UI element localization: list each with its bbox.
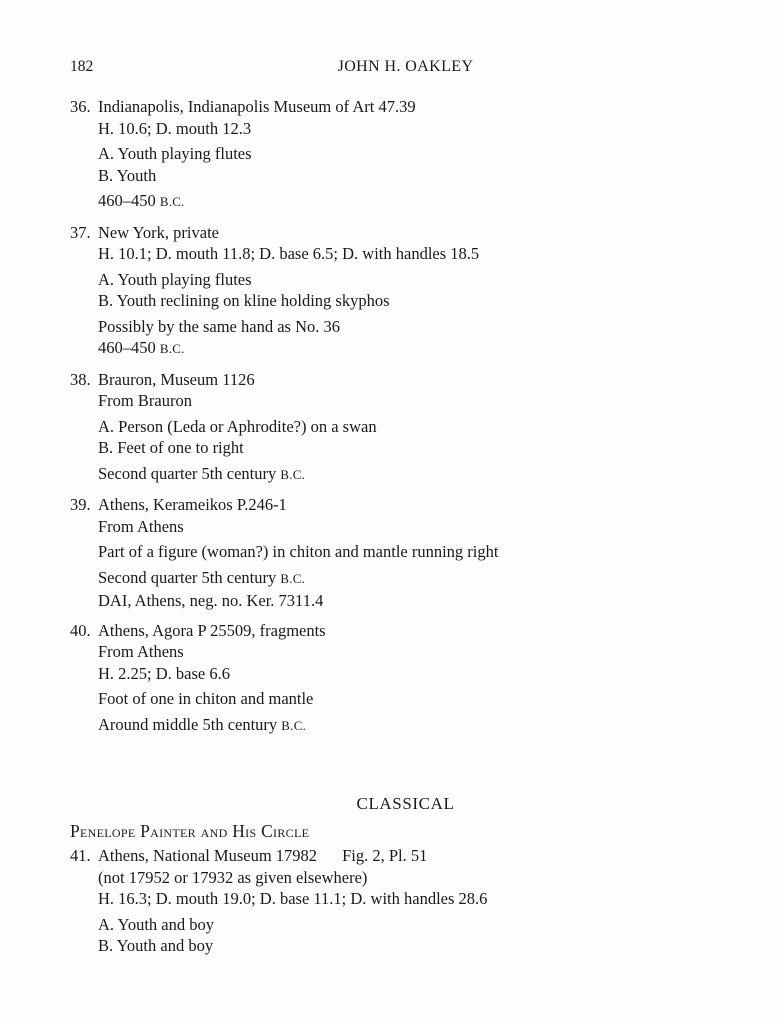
running-head — [70, 58, 741, 75]
entry-title-line — [70, 620, 741, 642]
entry-title: Brauron, Museum 1126 — [98, 369, 255, 389]
entry-side-a: A. Youth playing flutes — [98, 269, 252, 289]
entry-title-line — [70, 845, 741, 867]
entry-dimensions: H. 16.3; D. mouth 19.0; D. base 11.1; D. with handles 28.6 — [98, 889, 488, 908]
entry-number: 41. — [70, 846, 91, 865]
entry-title-line — [70, 369, 741, 391]
entry-title: New York, private — [98, 222, 219, 242]
entry-side-b: B. Youth and boy — [98, 936, 214, 955]
running-header-title: JOHN H. OAKLEY — [337, 58, 474, 75]
entry-number: 36. — [70, 97, 91, 116]
entry-inventory-note: (not 17952 or 17932 as given elsewhere) — [98, 867, 368, 887]
entry-number: 38. — [70, 369, 91, 389]
entry-title: Athens, Kerameikos P.246-1 — [98, 495, 287, 514]
entry-attribution: Possibly by the same hand as No. 36 — [98, 316, 340, 336]
entry-date: Second quarter 5th century B.C. — [98, 567, 306, 587]
subsection-heading-penelope-painter: Penelope Painter and His Circle — [70, 820, 310, 841]
entry-number: 37. — [70, 222, 91, 242]
bc-abbreviation: B.C. — [159, 195, 185, 209]
catalog-entry-41 — [70, 845, 741, 957]
bc-abbreviation: B.C. — [159, 342, 185, 356]
entry-title: Athens, Agora P 25509, fragments — [98, 620, 326, 640]
entry-title: Indianapolis, Indianapolis Museum of Art 47.39 — [98, 97, 416, 116]
bc-abbreviation: B.C. — [280, 571, 306, 586]
entry-dimensions: H. 10.1; D. mouth 11.8; D. base 6.5; D. with handles 18.5 — [98, 244, 480, 263]
entry-date: 460–450 B.C. — [98, 191, 185, 210]
entry-number: 39. — [70, 495, 91, 514]
entry-provenance: From Athens — [98, 642, 184, 661]
catalog-list — [70, 96, 741, 957]
entry-side-b: B. Youth — [98, 165, 157, 185]
catalog-entry-36 — [70, 96, 741, 214]
entry-date: Around middle 5th century B.C. — [98, 714, 307, 734]
entry-provenance: From Athens — [98, 516, 184, 536]
entry-side-a: A. Youth playing flutes — [98, 144, 252, 163]
bc-abbreviation: B.C. — [281, 718, 307, 733]
catalog-entry-38 — [70, 369, 741, 487]
entry-title-line — [70, 222, 741, 244]
entry-photo-credit: DAI, Athens, neg. no. Ker. 7311.4 — [98, 591, 324, 610]
figure-plate-reference: Fig. 2, Pl. 51 — [342, 846, 428, 865]
entry-description: Foot of one in chiton and mantle — [98, 689, 314, 708]
page-number: 182 — [70, 58, 94, 75]
catalog-entry-39 — [70, 494, 741, 612]
entry-date: 460–450 B.C. — [98, 338, 185, 357]
entry-dimensions: H. 10.6; D. mouth 12.3 — [98, 118, 252, 138]
entry-side-a: A. Youth and boy — [98, 914, 214, 934]
entry-side-a: A. Person (Leda or Aphrodite?) on a swan — [98, 416, 377, 436]
entry-title-line — [70, 96, 741, 118]
entry-description: Part of a figure (woman?) in chiton and mantle running right — [98, 542, 499, 561]
bc-abbreviation: B.C. — [280, 467, 306, 482]
catalog-entry-37 — [70, 222, 741, 361]
entry-side-b: B. Youth reclining on kline holding skyphos — [98, 291, 390, 310]
entry-provenance: From Brauron — [98, 391, 192, 410]
entry-title: Athens, National Museum 17982 — [98, 846, 318, 865]
section-heading-classical: CLASSICAL — [356, 794, 455, 813]
catalog-entry-40 — [70, 620, 741, 738]
entry-date: Second quarter 5th century B.C. — [98, 463, 306, 483]
entry-title-line — [70, 494, 741, 516]
entry-number: 40. — [70, 620, 91, 640]
entry-side-b: B. Feet of one to right — [98, 438, 244, 457]
entry-dimensions: H. 2.25; D. base 6.6 — [98, 663, 230, 683]
